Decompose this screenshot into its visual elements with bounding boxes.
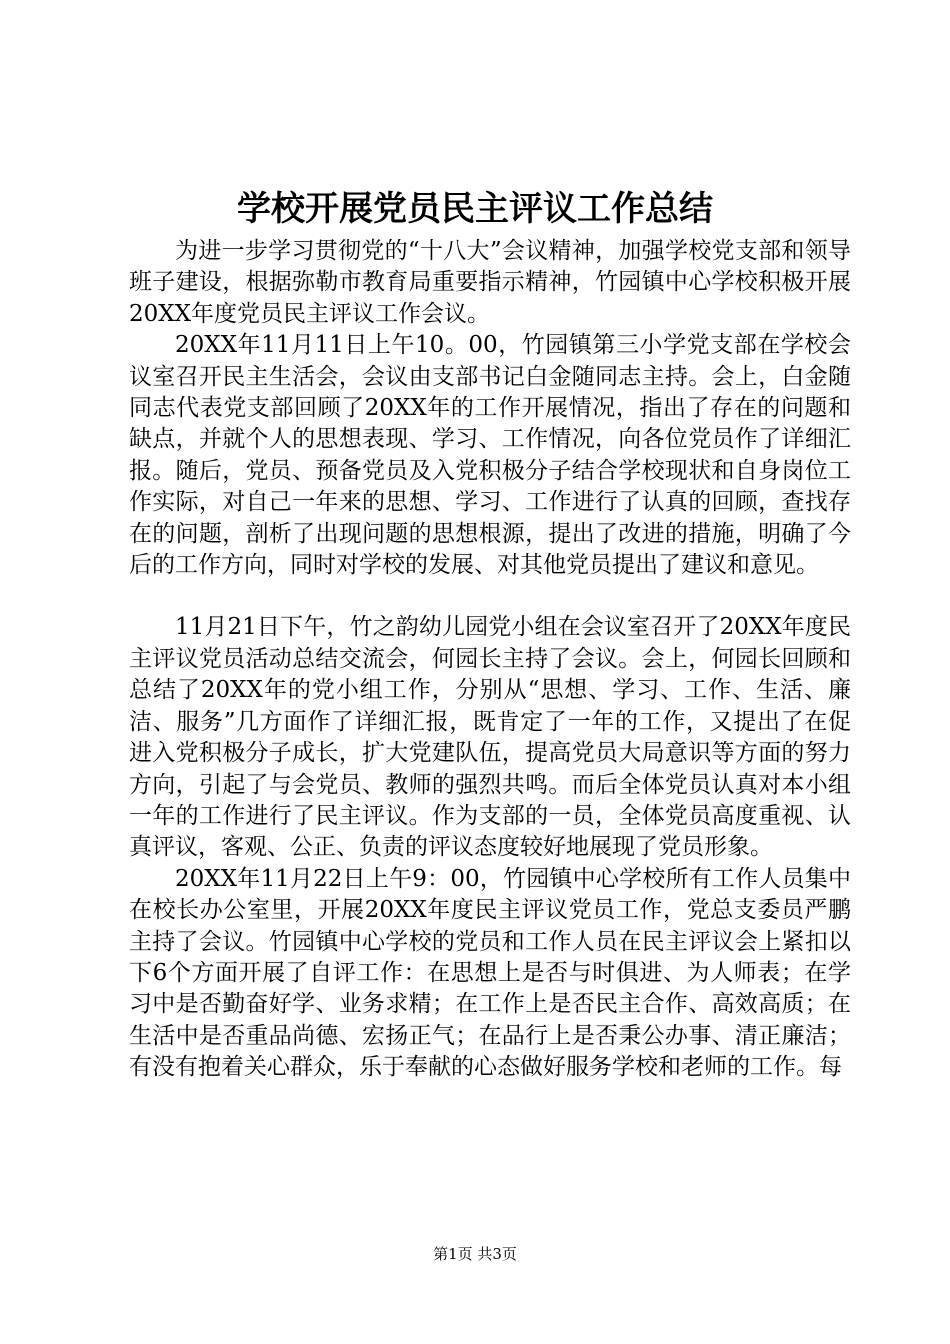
- paragraph-intro: 为进一步学习贯彻党的“十八大”会议精神，加强学校党支部和领导班子建设，根据弥勒市教育局重要指示精神，竹园镇中心学校积极开展20XX年度党员民主评议工作会议。: [129, 238, 851, 327]
- paragraph-third-school-meeting: 20XX年11月11日上午10。00，竹园镇第三小学党支部在学校会议室召开民主生活会，会议由支部书记白金随同志主持。会上，白金随同志代表党支部回顾了20XX年的工作开展情况，指出了存在的问题和缺点，并就个人的思想表现、学习、工作情况，向各位党员作了详细汇报。随后，党员、预备党员及入党积极分子结合学校现状和自身岗位工作实际，对自己一年来的思想、学习、工作进行了认真的回顾，查找存在的问题，剖析了出现问题的思想根源，提出了改进的措施，明确了今后的工作方向，同时对学校的发展、对其他党员提出了建议和意见。: [129, 332, 851, 579]
- paragraph-central-school-meeting: 20XX年11月22日上午9：00，竹园镇中心学校所有工作人员集中在校长办公室里，开展20XX年度民主评议党员工作，党总支委员严鹏主持了会议。竹园镇中心学校的党员和工作人员在民主评议会上紧扣以下6个方面开展了自评工作：在思想上是否与时俱进、为人师表；在学习中是否勤奋好学、业务求精；在工作上是否民主合作、高效高质；在生活中是否重品尚德、宏扬正气；在品行上是否秉公办事、清正廉洁；有没有抱着关心群众，乐于奉献的心态做好服务学校和老师的工作。每: [129, 865, 851, 1081]
- paragraph-kindergarten-meeting: 11月21日下午，竹之韵幼儿园党小组在会议室召开了20XX年度民主评议党员活动总结交流会，何园长主持了会议。会上，何园长回顾和总结了20XX年的党小组工作，分别从“思想、学习、工作、生活、廉洁、服务”几方面作了详细汇报，既肯定了一年的工作，又提出了在促进入党积极分子成长，扩大党建队伍，提高党员大局意识等方面的努力方向，引起了与会党员、教师的强烈共鸣。而后全体党员认真对本小组一年的工作进行了民主评议。作为支部的一员，全体党员高度重视、认真评议，客观、公正、负责的评议态度较好地展现了党员形象。: [129, 614, 851, 861]
- document-body: [129, 236, 851, 1084]
- paragraph-spacer: [129, 581, 851, 612]
- document-title: 学校开展党员民主评议工作总结: [237, 189, 713, 229]
- page-number-footer: 第1页 共3页: [433, 1245, 517, 1263]
